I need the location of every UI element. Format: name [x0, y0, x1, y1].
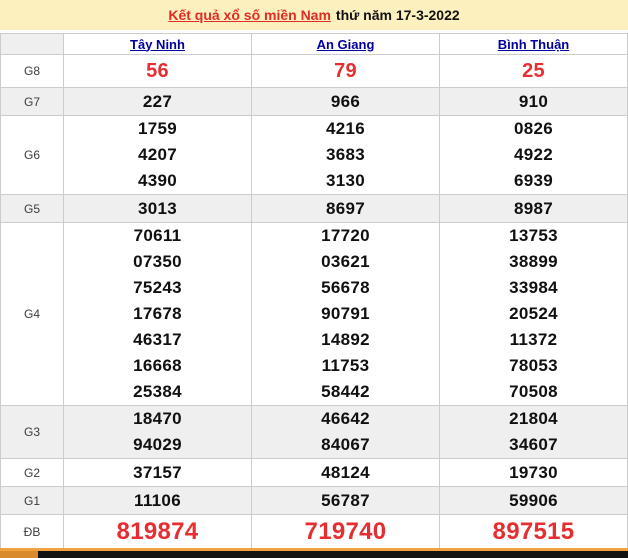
- result-value: 11372: [509, 330, 558, 349]
- result-cell: [440, 55, 628, 88]
- result-value: 3013: [137, 198, 178, 218]
- result-value: 14892: [321, 330, 370, 349]
- table-row: [1, 487, 628, 515]
- prize-label: ĐB: [1, 515, 64, 550]
- result-value: 46642: [321, 409, 370, 428]
- result-value: 78053: [509, 356, 558, 375]
- result-cell: [64, 459, 252, 487]
- result-value: 910: [518, 91, 549, 111]
- result-value: 38899: [509, 252, 558, 271]
- result-value: 46317: [133, 330, 182, 349]
- result-value: 16668: [133, 356, 182, 375]
- result-cell: [252, 406, 440, 459]
- result-value: 70508: [509, 382, 558, 401]
- result-value: 4207: [137, 145, 178, 164]
- footer-bar: [0, 551, 628, 558]
- result-cell: [64, 88, 252, 116]
- result-cell: [64, 223, 252, 406]
- table-header-row: [1, 34, 628, 55]
- prize-label: G5: [1, 195, 64, 223]
- result-cell: [64, 406, 252, 459]
- result-value: 6939: [513, 171, 554, 190]
- results-title-date: thứ năm 17-3-2022: [335, 7, 460, 23]
- result-value: 13753: [509, 226, 558, 245]
- province-link-an-giang[interactable]: An Giang: [316, 36, 375, 52]
- result-value: 3130: [325, 171, 366, 190]
- result-value: 33984: [509, 278, 558, 297]
- prize-label: G3: [1, 406, 64, 459]
- result-cell: [64, 515, 252, 550]
- footer-black-segment: [38, 551, 628, 558]
- result-value: 4216: [325, 119, 366, 138]
- result-cell: [252, 88, 440, 116]
- table-row: [1, 459, 628, 487]
- result-value: 0826: [513, 119, 554, 138]
- column-header-an-giang: [252, 34, 440, 55]
- result-cell: [252, 195, 440, 223]
- result-cell: [440, 459, 628, 487]
- result-value: 20524: [509, 304, 558, 323]
- result-cell: [440, 195, 628, 223]
- result-value: 18470: [133, 409, 182, 428]
- result-value: 17678: [133, 304, 182, 323]
- result-value: 4922: [513, 145, 554, 164]
- result-cell: [64, 195, 252, 223]
- column-header-tay-ninh: [64, 34, 252, 55]
- result-value: 56: [146, 60, 169, 82]
- result-cell: [440, 223, 628, 406]
- province-link-tay-ninh[interactable]: Tây Ninh: [130, 36, 185, 52]
- result-cell: [440, 487, 628, 515]
- result-value: 70611: [133, 226, 182, 245]
- corner-cell: [1, 34, 64, 55]
- province-link-binh-thuan[interactable]: Bình Thuận: [497, 36, 570, 52]
- prize-label: G8: [1, 55, 64, 88]
- result-cell: [252, 515, 440, 550]
- result-value: 25384: [133, 382, 182, 401]
- page-header: [0, 0, 628, 30]
- table-row: [1, 116, 628, 195]
- result-value: 59906: [509, 490, 558, 510]
- result-value: 84067: [321, 435, 370, 454]
- result-value: 34607: [509, 435, 558, 454]
- result-cell: [64, 116, 252, 195]
- result-value: 1759: [137, 119, 178, 138]
- result-value: 897515: [492, 518, 575, 545]
- result-cell: [64, 487, 252, 515]
- prize-label: G2: [1, 459, 64, 487]
- result-value: 48124: [321, 462, 370, 482]
- results-table: [0, 33, 628, 551]
- table-row: [1, 515, 628, 550]
- result-cell: [440, 406, 628, 459]
- result-cell: [252, 487, 440, 515]
- result-value: 75243: [133, 278, 182, 297]
- result-cell: [252, 55, 440, 88]
- result-value: 8987: [513, 198, 554, 218]
- result-cell: [64, 55, 252, 88]
- result-cell: [252, 223, 440, 406]
- prize-label: G7: [1, 88, 64, 116]
- result-value: 17720: [321, 226, 370, 245]
- footer-orange-segment: [0, 551, 38, 558]
- result-value: 25: [522, 60, 545, 82]
- result-value: 819874: [116, 518, 199, 545]
- result-value: 94029: [133, 435, 182, 454]
- result-cell: [440, 515, 628, 550]
- result-value: 8697: [325, 198, 366, 218]
- result-value: 90791: [321, 304, 370, 323]
- result-cell: [252, 116, 440, 195]
- table-row: [1, 88, 628, 116]
- results-title-link[interactable]: Kết quả xổ số miền Nam: [168, 7, 331, 23]
- table-row: [1, 223, 628, 406]
- prize-label: G6: [1, 116, 64, 195]
- table-row: [1, 195, 628, 223]
- table-row: [1, 406, 628, 459]
- result-cell: [440, 88, 628, 116]
- result-value: 227: [142, 91, 173, 111]
- result-value: 966: [330, 91, 361, 111]
- result-value: 719740: [304, 518, 387, 545]
- result-value: 56678: [321, 278, 370, 297]
- prize-label: G1: [1, 487, 64, 515]
- result-value: 03621: [321, 252, 370, 271]
- result-cell: [252, 459, 440, 487]
- prize-label: G4: [1, 223, 64, 406]
- result-value: 11753: [321, 356, 370, 375]
- result-value: 07350: [133, 252, 182, 271]
- result-value: 21804: [509, 409, 558, 428]
- result-value: 56787: [321, 490, 370, 510]
- column-header-binh-thuan: [440, 34, 628, 55]
- table-row: [1, 55, 628, 88]
- result-value: 37157: [133, 462, 182, 482]
- result-value: 58442: [321, 382, 370, 401]
- result-cell: [440, 116, 628, 195]
- result-value: 19730: [509, 462, 558, 482]
- result-value: 79: [334, 60, 357, 82]
- result-value: 4390: [137, 171, 178, 190]
- result-value: 3683: [325, 145, 366, 164]
- result-value: 11106: [134, 490, 181, 510]
